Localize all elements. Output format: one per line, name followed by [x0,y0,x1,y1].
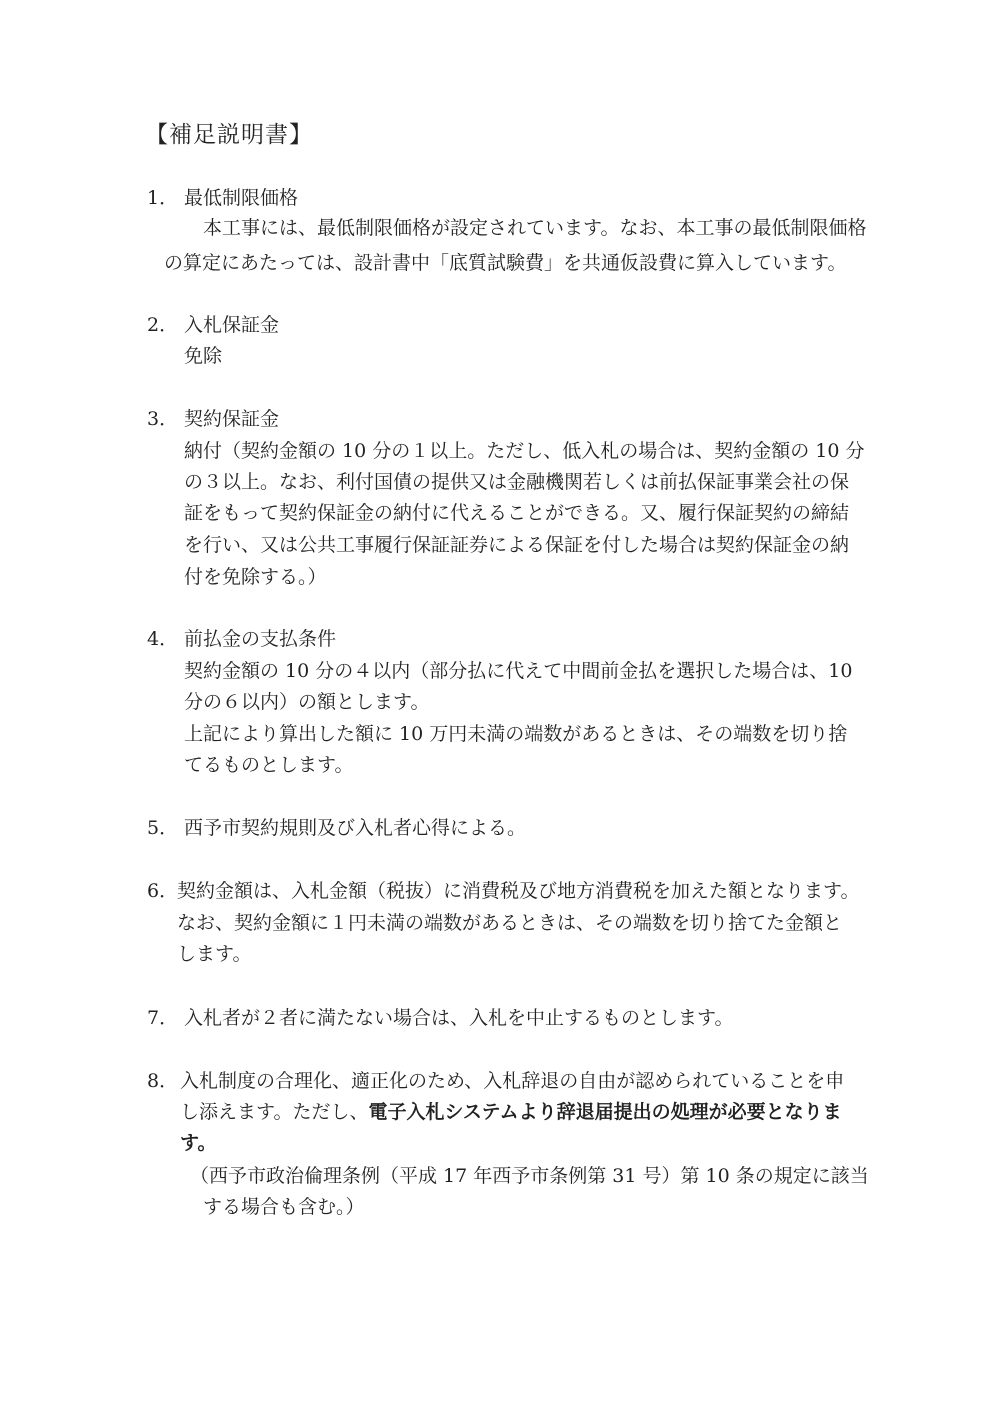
section-text-line: します。 [177,943,252,965]
section-text-line: の３以上。なお、利付国債の提供又は金融機関若しくは前払保証事業会社の保 [184,471,850,493]
section-text-line: てるものとします。 [184,754,354,776]
section-heading: 西予市契約規則及び入札者心得による。 [184,817,527,839]
section-heading: 入札制度の合理化、適正化のため、入札辞退の自由が認められていることを申 [180,1070,845,1092]
section-text-line: 免除 [184,345,223,367]
section-number: 5． [147,817,179,839]
emphasized-text: 電子入札システムより辞退届提出の処理が必要となりま [368,1101,842,1123]
emphasized-text: す。 [180,1132,217,1154]
section-heading: 入札者が２者に満たない場合は、入札を中止するものとします。 [184,1007,734,1029]
section-number: 7． [147,1007,179,1029]
section-text-line: なお、契約金額に１円未満の端数があるときは、その端数を切り捨てた金額と [177,912,843,934]
section-number: 3． [147,408,179,430]
section-text-line: を行い、又は公共工事履行保証証券による保証を付した場合は契約保証金の納 [184,534,850,556]
section-note-line: する場合も含む。） [203,1196,365,1218]
section-text-line: 上記により算出した額に 10 万円未満の端数があるときは、その端数を切り捨 [184,723,848,745]
section-number: 6． [147,880,179,902]
section-note-line: （西予市政治倫理条例（平成 17 年西予市条例第 31 号）第 10 条の規定に該当 [190,1165,869,1187]
section-text-line: 分の６以内）の額とします。 [184,691,430,713]
section-heading: 最低制限価格 [184,187,299,209]
section-text-line: 証をもって契約保証金の納付に代えることができる。又、履行保証契約の締結 [184,502,850,524]
section-number: 4． [147,628,179,650]
plain-text: し添えます。ただし、 [180,1101,369,1123]
section-text-line: 付を免除する。） [184,566,327,588]
section-text-line: の算定にあたっては、設計書中「底質試験費」を共通仮設費に算入しています。 [164,252,847,274]
section-number: 1． [147,187,179,209]
section-text-line: 本工事には、最低制限価格が設定されています。なお、本工事の最低制限価格 [203,217,867,239]
section-number: 2． [147,314,179,336]
section-number: 8． [147,1070,179,1092]
section-heading: 入札保証金 [184,314,280,336]
section-heading: 契約保証金 [184,408,280,430]
section-heading: 前払金の支払条件 [184,628,337,650]
section-heading: 契約金額は、入札金額（税抜）に消費税及び地方消費税を加えた額となります。 [177,880,860,902]
document-title: 【補足説明書】 [145,122,313,148]
section-text-line [180,1097,842,1127]
section-text-line: 契約金額の 10 分の４以内（部分払に代えて中間前金払を選択した場合は、10 [184,660,853,682]
section-text-line: 納付（契約金額の 10 分の１以上。ただし、低入札の場合は、契約金額の 10 分 [184,440,865,462]
